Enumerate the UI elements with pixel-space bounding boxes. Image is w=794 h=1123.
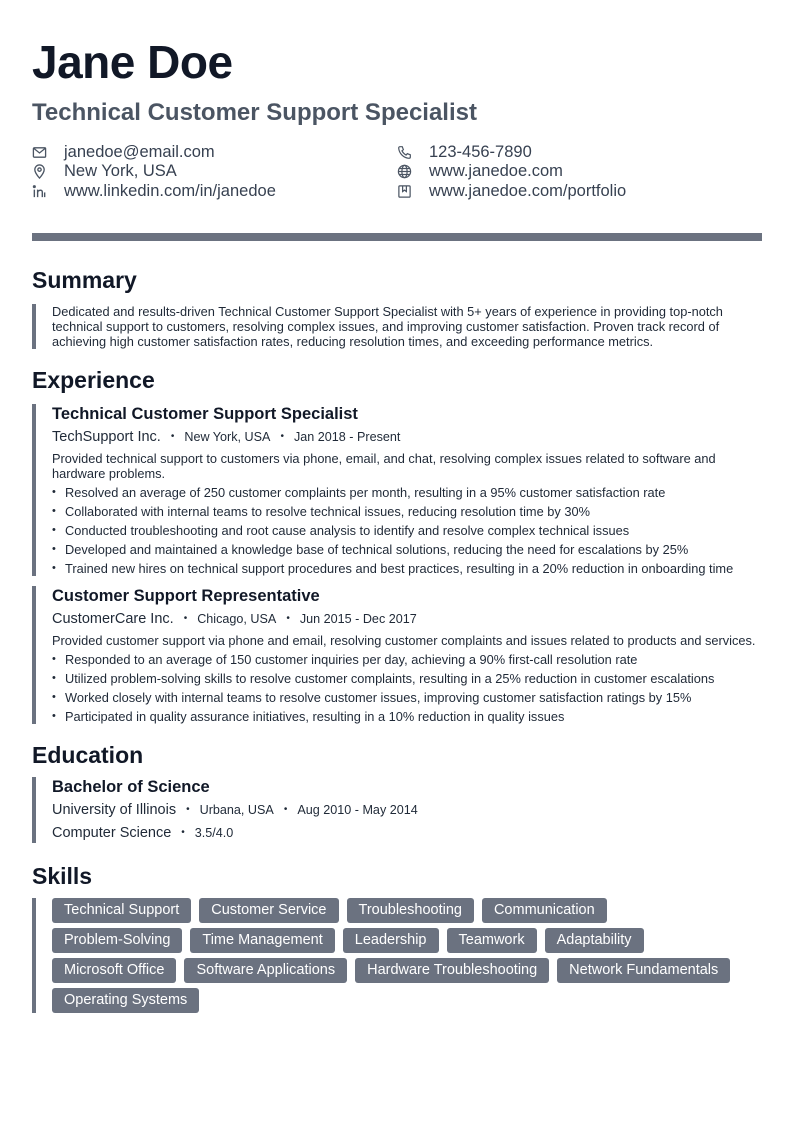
resume-title: Technical Customer Support Specialist bbox=[32, 99, 477, 127]
contact-portfolio[interactable] bbox=[397, 182, 762, 202]
contact-phone[interactable] bbox=[397, 143, 762, 163]
job-company: CustomerCare Inc. bbox=[52, 611, 174, 628]
job-location: Chicago, USA bbox=[197, 612, 277, 627]
skill-chip: Troubleshooting bbox=[347, 898, 474, 923]
skill-chip: Technical Support bbox=[52, 898, 191, 923]
experience-entry bbox=[32, 404, 762, 576]
contact-linkedin[interactable] bbox=[32, 182, 397, 202]
skills-list bbox=[52, 898, 732, 1013]
education-location: Urbana, USA bbox=[199, 803, 274, 818]
contact-portfolio-text: www.janedoe.com/portfolio bbox=[429, 181, 627, 200]
contact-info bbox=[32, 143, 762, 202]
education-gpa: 3.5/4.0 bbox=[194, 826, 234, 841]
skill-chip: Microsoft Office bbox=[52, 958, 176, 983]
skill-chip: Operating Systems bbox=[52, 988, 199, 1013]
job-title: Customer Support Representative bbox=[52, 587, 320, 606]
separator-dot: • bbox=[280, 431, 284, 443]
job-bullet: • Conducted troubleshooting and root cause analysis to identify and resolve complex technical issues bbox=[52, 523, 762, 538]
contact-email[interactable] bbox=[32, 143, 397, 163]
contact-column-right bbox=[397, 143, 762, 202]
job-company: TechSupport Inc. bbox=[52, 429, 161, 446]
separator-dot: • bbox=[181, 827, 185, 839]
skill-chip: Hardware Troubleshooting bbox=[355, 958, 549, 983]
job-meta bbox=[52, 427, 762, 447]
contact-location bbox=[32, 162, 397, 182]
globe-icon bbox=[397, 164, 429, 179]
summary-heading: Summary bbox=[32, 267, 137, 294]
email-icon bbox=[32, 145, 64, 160]
separator-dot: • bbox=[283, 804, 288, 816]
contact-website[interactable] bbox=[397, 162, 762, 182]
job-bullet: • Responded to an average of 150 customer inquiries per day, achieving a 90% first-call resolution rate bbox=[52, 652, 762, 667]
education-field-row bbox=[52, 823, 762, 843]
job-bullet: • Developed and maintained a knowledge base of technical solutions, reducing the need for escalations by 25% bbox=[52, 542, 762, 557]
education-entry bbox=[32, 777, 762, 843]
bookmark-icon bbox=[397, 184, 429, 199]
job-dates: Jan 2018 - Present bbox=[293, 430, 401, 445]
job-bullet: • Collaborated with internal teams to resolve technical issues, reducing resolution time by 30% bbox=[52, 504, 762, 519]
contact-website-text: www.janedoe.com bbox=[429, 162, 563, 181]
education-degree: Bachelor of Science bbox=[52, 778, 210, 797]
job-bullet: • Resolved an average of 250 customer complaints per month, resulting in a 95% customer satisfaction rate bbox=[52, 485, 762, 500]
education-field: Computer Science bbox=[52, 825, 172, 842]
separator-dot: • bbox=[186, 804, 190, 816]
education-meta bbox=[52, 800, 762, 820]
location-icon bbox=[32, 164, 64, 179]
job-bullets bbox=[52, 652, 762, 724]
resume-name: Jane Doe bbox=[32, 36, 233, 88]
linkedin-icon bbox=[32, 184, 64, 199]
skill-chip: Problem-Solving bbox=[52, 928, 182, 953]
skill-chip: Time Management bbox=[190, 928, 334, 953]
contact-linkedin-text: www.linkedin.com/in/janedoe bbox=[64, 181, 276, 200]
skill-chip: Adaptability bbox=[545, 928, 644, 953]
job-meta bbox=[52, 609, 762, 629]
job-description: Provided technical support to customers via phone, email, and chat, resolving complex issues related to software and hardware problems. bbox=[52, 451, 716, 482]
skill-chip: Software Applications bbox=[184, 958, 347, 983]
job-location: New York, USA bbox=[184, 430, 271, 445]
experience-heading: Experience bbox=[32, 367, 155, 394]
skills-heading: Skills bbox=[32, 863, 93, 890]
skills-section bbox=[32, 898, 762, 1013]
job-bullet: • Worked closely with internal teams to resolve customer issues, improving customer satisfaction ratings by 15% bbox=[52, 690, 762, 705]
job-title: Technical Customer Support Specialist bbox=[52, 405, 358, 424]
summary-text: Dedicated and results-driven Technical Customer Support Specialist with 5+ years of experience in providing top-notch technical support to customers, resolving complex issues, and improving customer satisfaction. Proven track record of achieving high customer satisfaction rates, reducing resolution times, and exceeding performance metrics. bbox=[52, 304, 723, 350]
education-dates: Aug 2010 - May 2014 bbox=[297, 803, 418, 818]
phone-icon bbox=[397, 145, 429, 160]
contact-email-text: janedoe@email.com bbox=[64, 142, 215, 161]
contact-location-text: New York, USA bbox=[64, 162, 177, 181]
contact-column-left bbox=[32, 143, 397, 202]
experience-entry bbox=[32, 586, 762, 724]
summary-section bbox=[32, 304, 762, 349]
contact-phone-text: 123-456-7890 bbox=[429, 142, 532, 161]
education-school: University of Illinois bbox=[52, 802, 177, 819]
separator-dot: • bbox=[286, 613, 290, 625]
job-bullets bbox=[52, 485, 762, 576]
job-description: Provided customer support via phone and email, resolving customer complaints and issues related to products and services. bbox=[52, 633, 756, 649]
skill-chip: Communication bbox=[482, 898, 607, 923]
job-bullet: • Utilized problem-solving skills to resolve customer complaints, resulting in a 25% reduction in customer escalations bbox=[52, 671, 762, 686]
separator-dot: • bbox=[170, 431, 175, 443]
skill-chip: Teamwork bbox=[447, 928, 537, 953]
header-divider bbox=[32, 233, 762, 241]
job-dates: Jun 2015 - Dec 2017 bbox=[299, 612, 417, 627]
skill-chip: Network Fundamentals bbox=[557, 958, 730, 983]
skill-chip: Leadership bbox=[343, 928, 439, 953]
job-bullet: • Trained new hires on technical support procedures and best practices, resulting in a 20% reduction in onboarding time bbox=[52, 561, 762, 576]
education-heading: Education bbox=[32, 742, 144, 769]
job-bullet: • Participated in quality assurance initiatives, resulting in a 10% reduction in quality issues bbox=[52, 709, 762, 724]
separator-dot: • bbox=[183, 613, 188, 625]
skill-chip: Customer Service bbox=[199, 898, 338, 923]
